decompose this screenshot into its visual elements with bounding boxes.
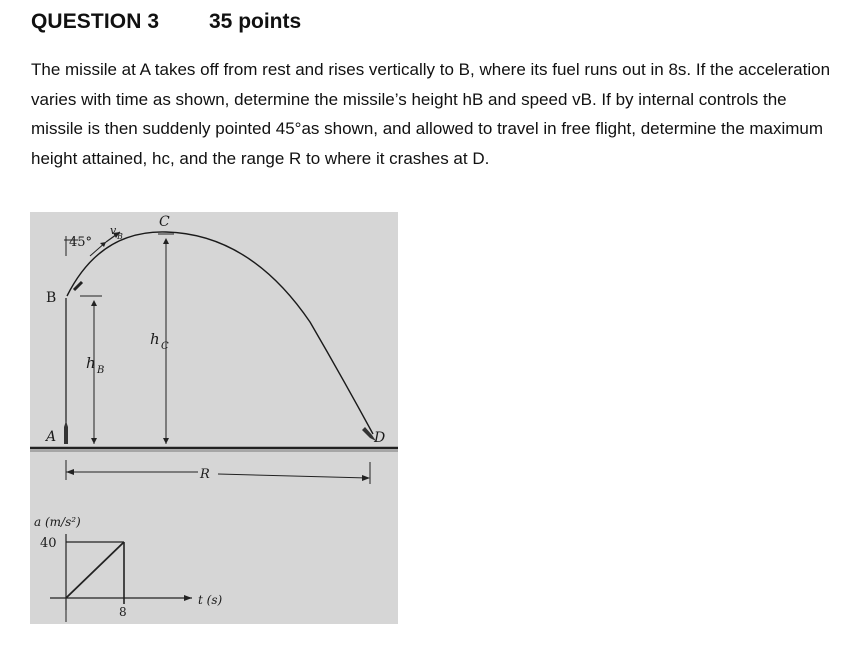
hb-label: h	[86, 354, 96, 372]
graph-ylabel: a (m/s²)	[34, 515, 81, 529]
question-points: 35 points	[209, 10, 302, 33]
point-b-label: B	[46, 290, 57, 306]
angle-label: 45°	[69, 235, 93, 250]
hc-sub: C	[161, 341, 169, 352]
graph-ramp-line	[66, 542, 124, 598]
problem-figure	[30, 212, 398, 624]
point-d-label: D	[374, 430, 386, 446]
vb-sub: B	[117, 232, 123, 241]
point-c-label: C	[159, 214, 170, 230]
graph-x-value: 8	[119, 605, 127, 619]
graph-y-value: 40	[40, 536, 57, 551]
point-a-label: A	[46, 429, 57, 445]
hc-label: h	[150, 330, 160, 348]
hb-sub: B	[97, 365, 105, 376]
missile-b	[74, 282, 82, 290]
graph-xlabel: t (s)	[198, 593, 223, 607]
question-text: The missile at A takes off from rest and rises vertically to B, where its fuel runs out in 8s. If the acceleration varies with time as shown, determine the missile’s height hB and speed vB. If by internal controls the missile is then suddenly pointed 45°as shown, and allowed to travel in free flight, determine the maximum height attained, hc, and the range R to where it crashes at D.	[31, 60, 831, 168]
trajectory-diagram	[30, 212, 398, 624]
missile-a	[64, 421, 68, 444]
vb-label: v	[110, 224, 117, 237]
range-label: R	[200, 467, 210, 482]
trajectory-curve	[67, 232, 373, 434]
question-title: QUESTION 3	[31, 10, 160, 33]
